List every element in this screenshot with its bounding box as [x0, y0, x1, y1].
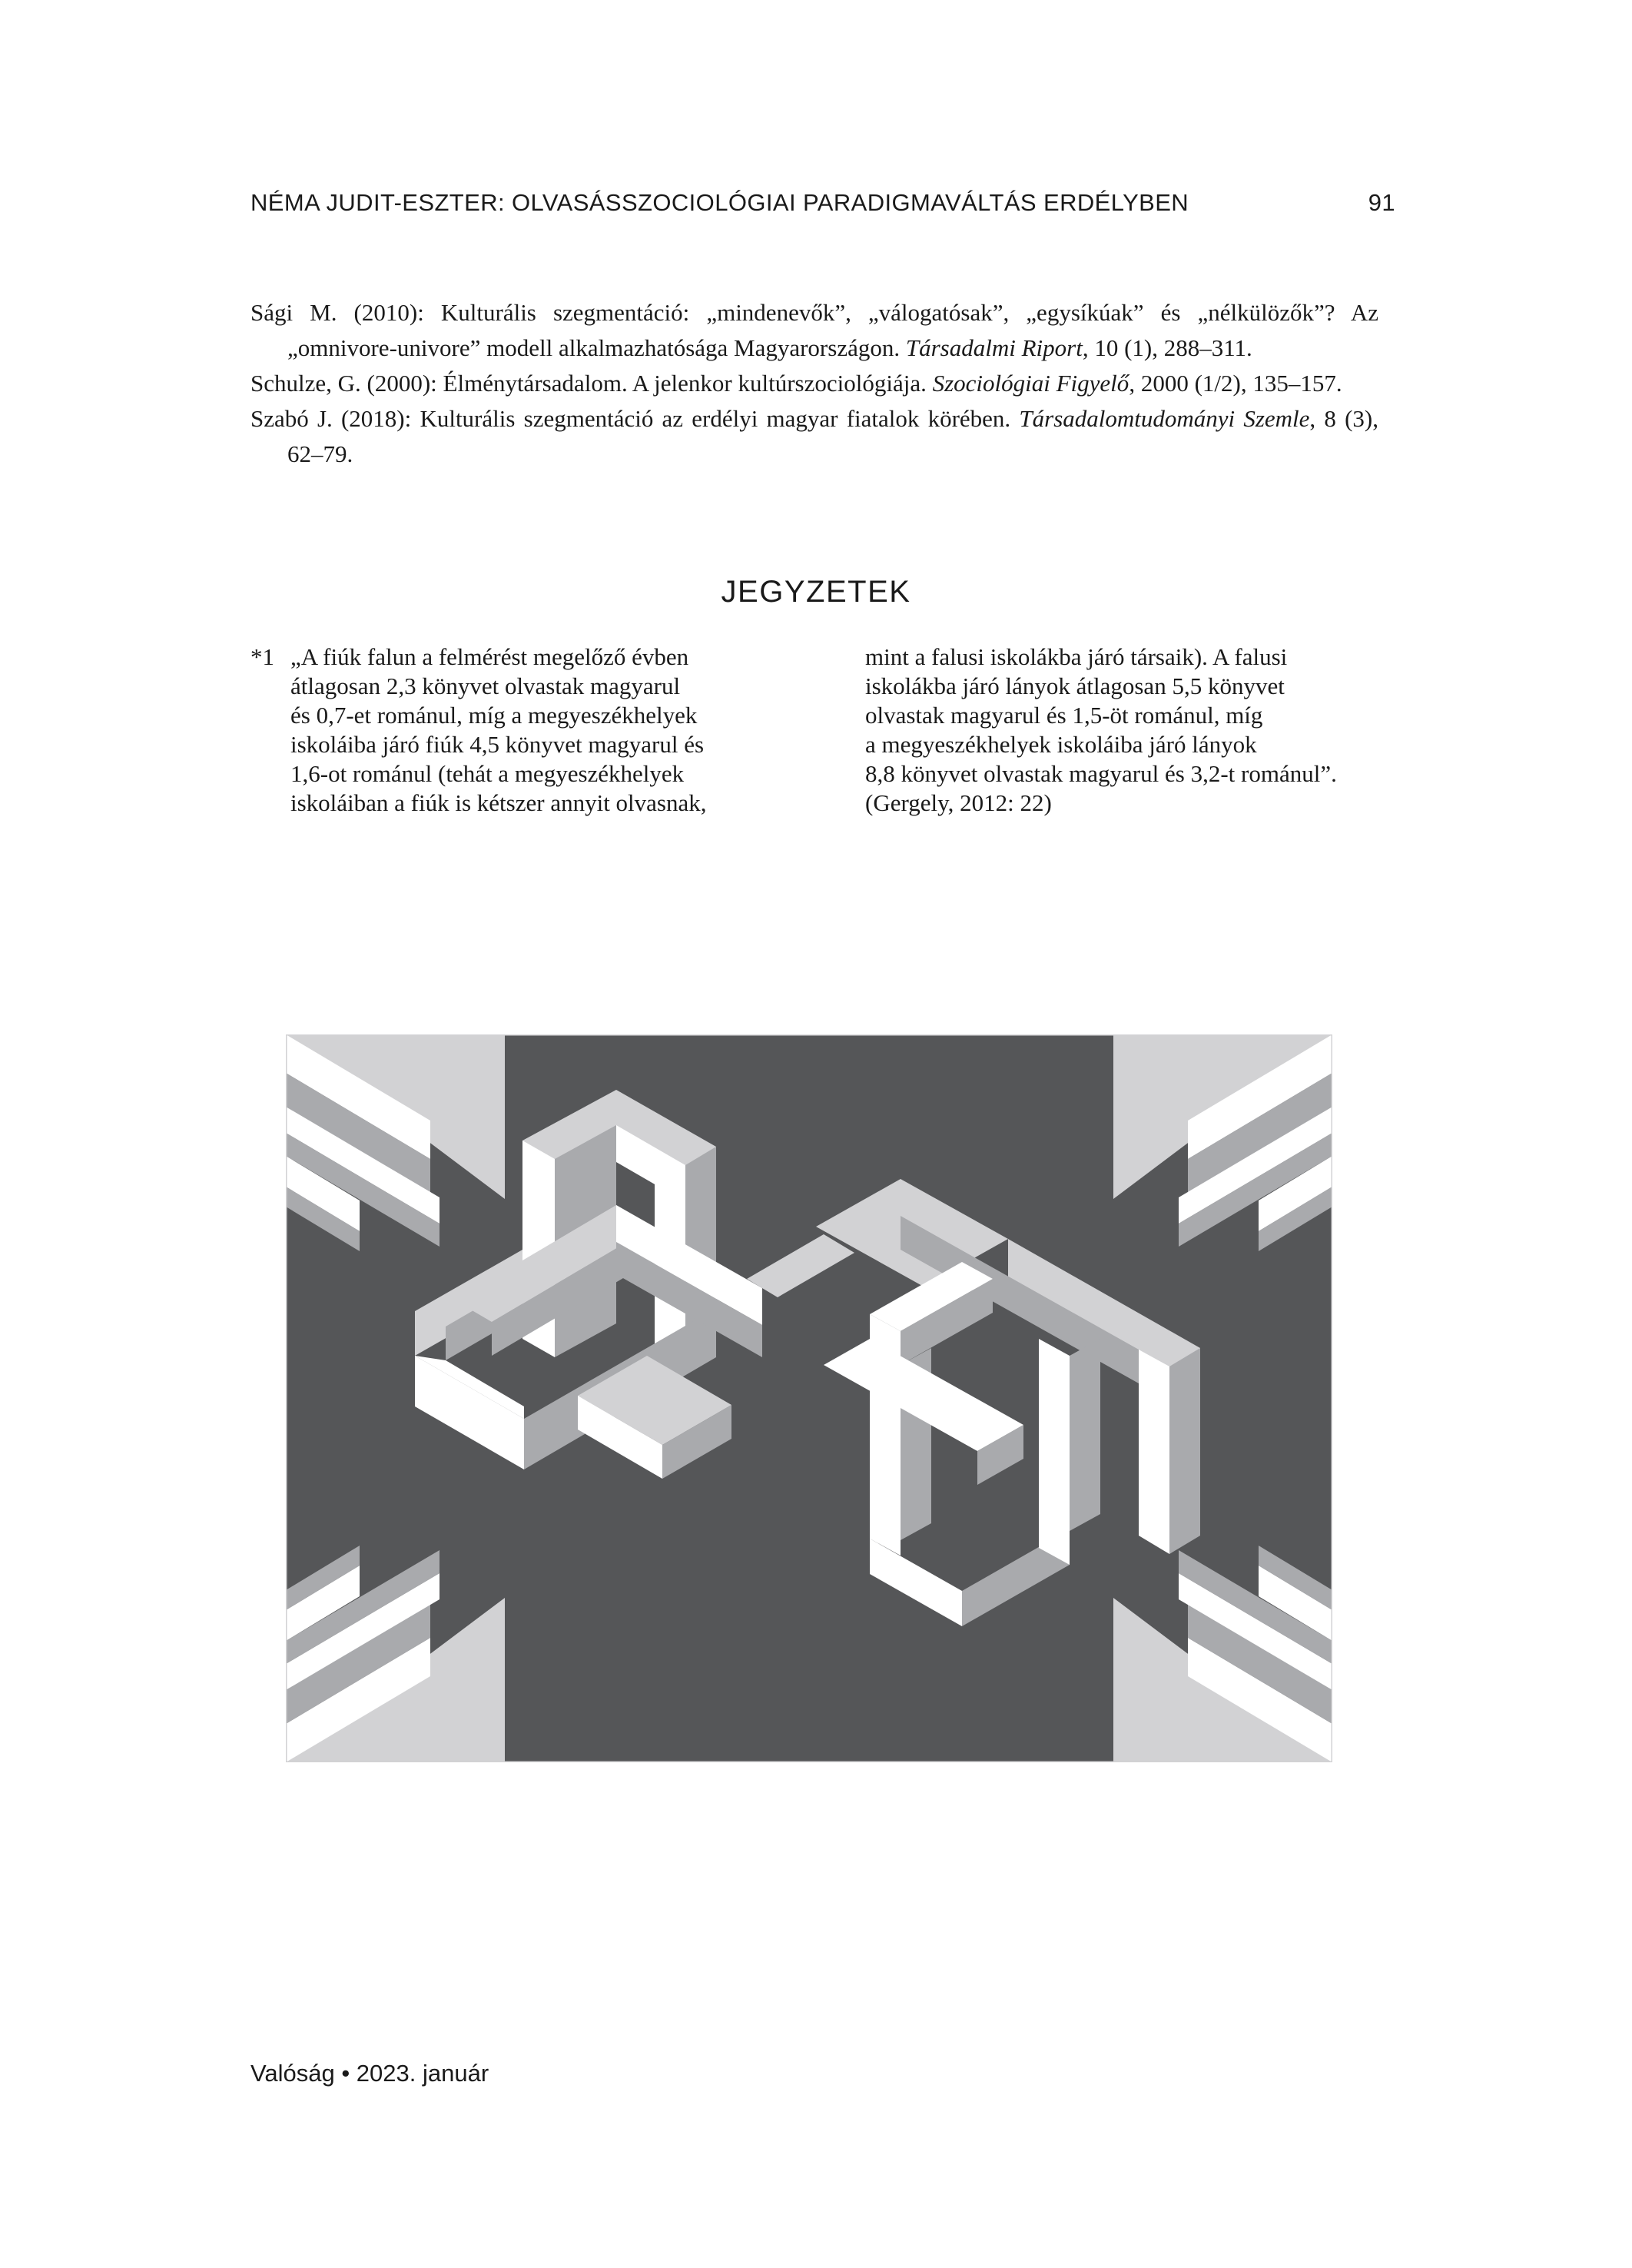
- reference-tail: , 10 (1), 288–311.: [1082, 334, 1252, 361]
- note-line: iskolákba járó lányok átlagosan 5,5 könyvet: [865, 672, 1285, 699]
- notes-heading: JEGYZETEK: [721, 575, 911, 609]
- note-line: iskoláiban a fiúk is kétszer annyit olvasnak,: [290, 789, 707, 816]
- impossible-knot-illustration: [286, 1034, 1332, 1762]
- note-line: „A fiúk falun a felmérést megelőző évben: [290, 643, 689, 670]
- note-column-left: [290, 643, 804, 818]
- note-line: 1,6-ot románul (tehát a megyeszékhelyek: [290, 760, 685, 787]
- reference-journal: Társadalomtudományi Szemle: [1019, 405, 1310, 432]
- reference-list: [250, 295, 1378, 472]
- reference-journal: Szociológiai Figyelő: [932, 370, 1129, 397]
- note-line: mint a falusi iskolákba járó társaik). A falusi: [865, 643, 1288, 670]
- page-number: 91: [1368, 189, 1395, 216]
- note-column-right: [865, 643, 1378, 818]
- reference-text: Szabó J. (2018): Kulturális szegmentáció az erdélyi magyar fiatalok körében.: [250, 405, 1020, 432]
- footer: Valóság • 2023. január: [250, 2060, 489, 2087]
- note-line: olvastak magyarul és 1,5-öt románul, míg: [865, 702, 1263, 729]
- note-line: iskoláiba járó fiúk 4,5 könyvet magyarul és: [290, 731, 705, 758]
- reference-entry: [250, 401, 1378, 472]
- note-line: a megyeszékhelyek iskoláiba járó lányok: [865, 731, 1257, 758]
- reference-tail: , 2000 (1/2), 135–157.: [1129, 370, 1342, 397]
- note-line: 8,8 könyvet olvastak magyarul és 3,2-t románul”.: [865, 760, 1337, 787]
- note-line: átlagosan 2,3 könyvet olvastak magyarul: [290, 672, 681, 699]
- reference-text: Schulze, G. (2000): Élménytársadalom. A jelenkor kultúrszociológiája.: [250, 370, 933, 397]
- running-head: [250, 189, 1395, 217]
- reference-text: Sági M. (2010): Kulturális szegmentáció: „mindenevők”, „válogatósak”, „egysíkúak” és „nélkülözők”? Az „omnivore-univore” modell alkalmazhatósága Magyarországon.: [250, 299, 1378, 361]
- reference-journal: Társadalmi Riport: [905, 334, 1083, 361]
- reference-entry: [250, 295, 1378, 366]
- reference-tail: , 8 (3), 62–79.: [287, 405, 1378, 467]
- note-marker: *1: [250, 643, 274, 670]
- running-title: NÉMA JUDIT-ESZTER: OLVASÁSSZOCIOLÓGIAI PARADIGMAVÁLTÁS ERDÉLYBEN: [250, 189, 1189, 216]
- note-line: (Gergely, 2012: 22): [865, 789, 1052, 816]
- note-line: és 0,7-et románul, míg a megyeszékhelyek: [290, 702, 698, 729]
- reference-entry: [250, 366, 1378, 401]
